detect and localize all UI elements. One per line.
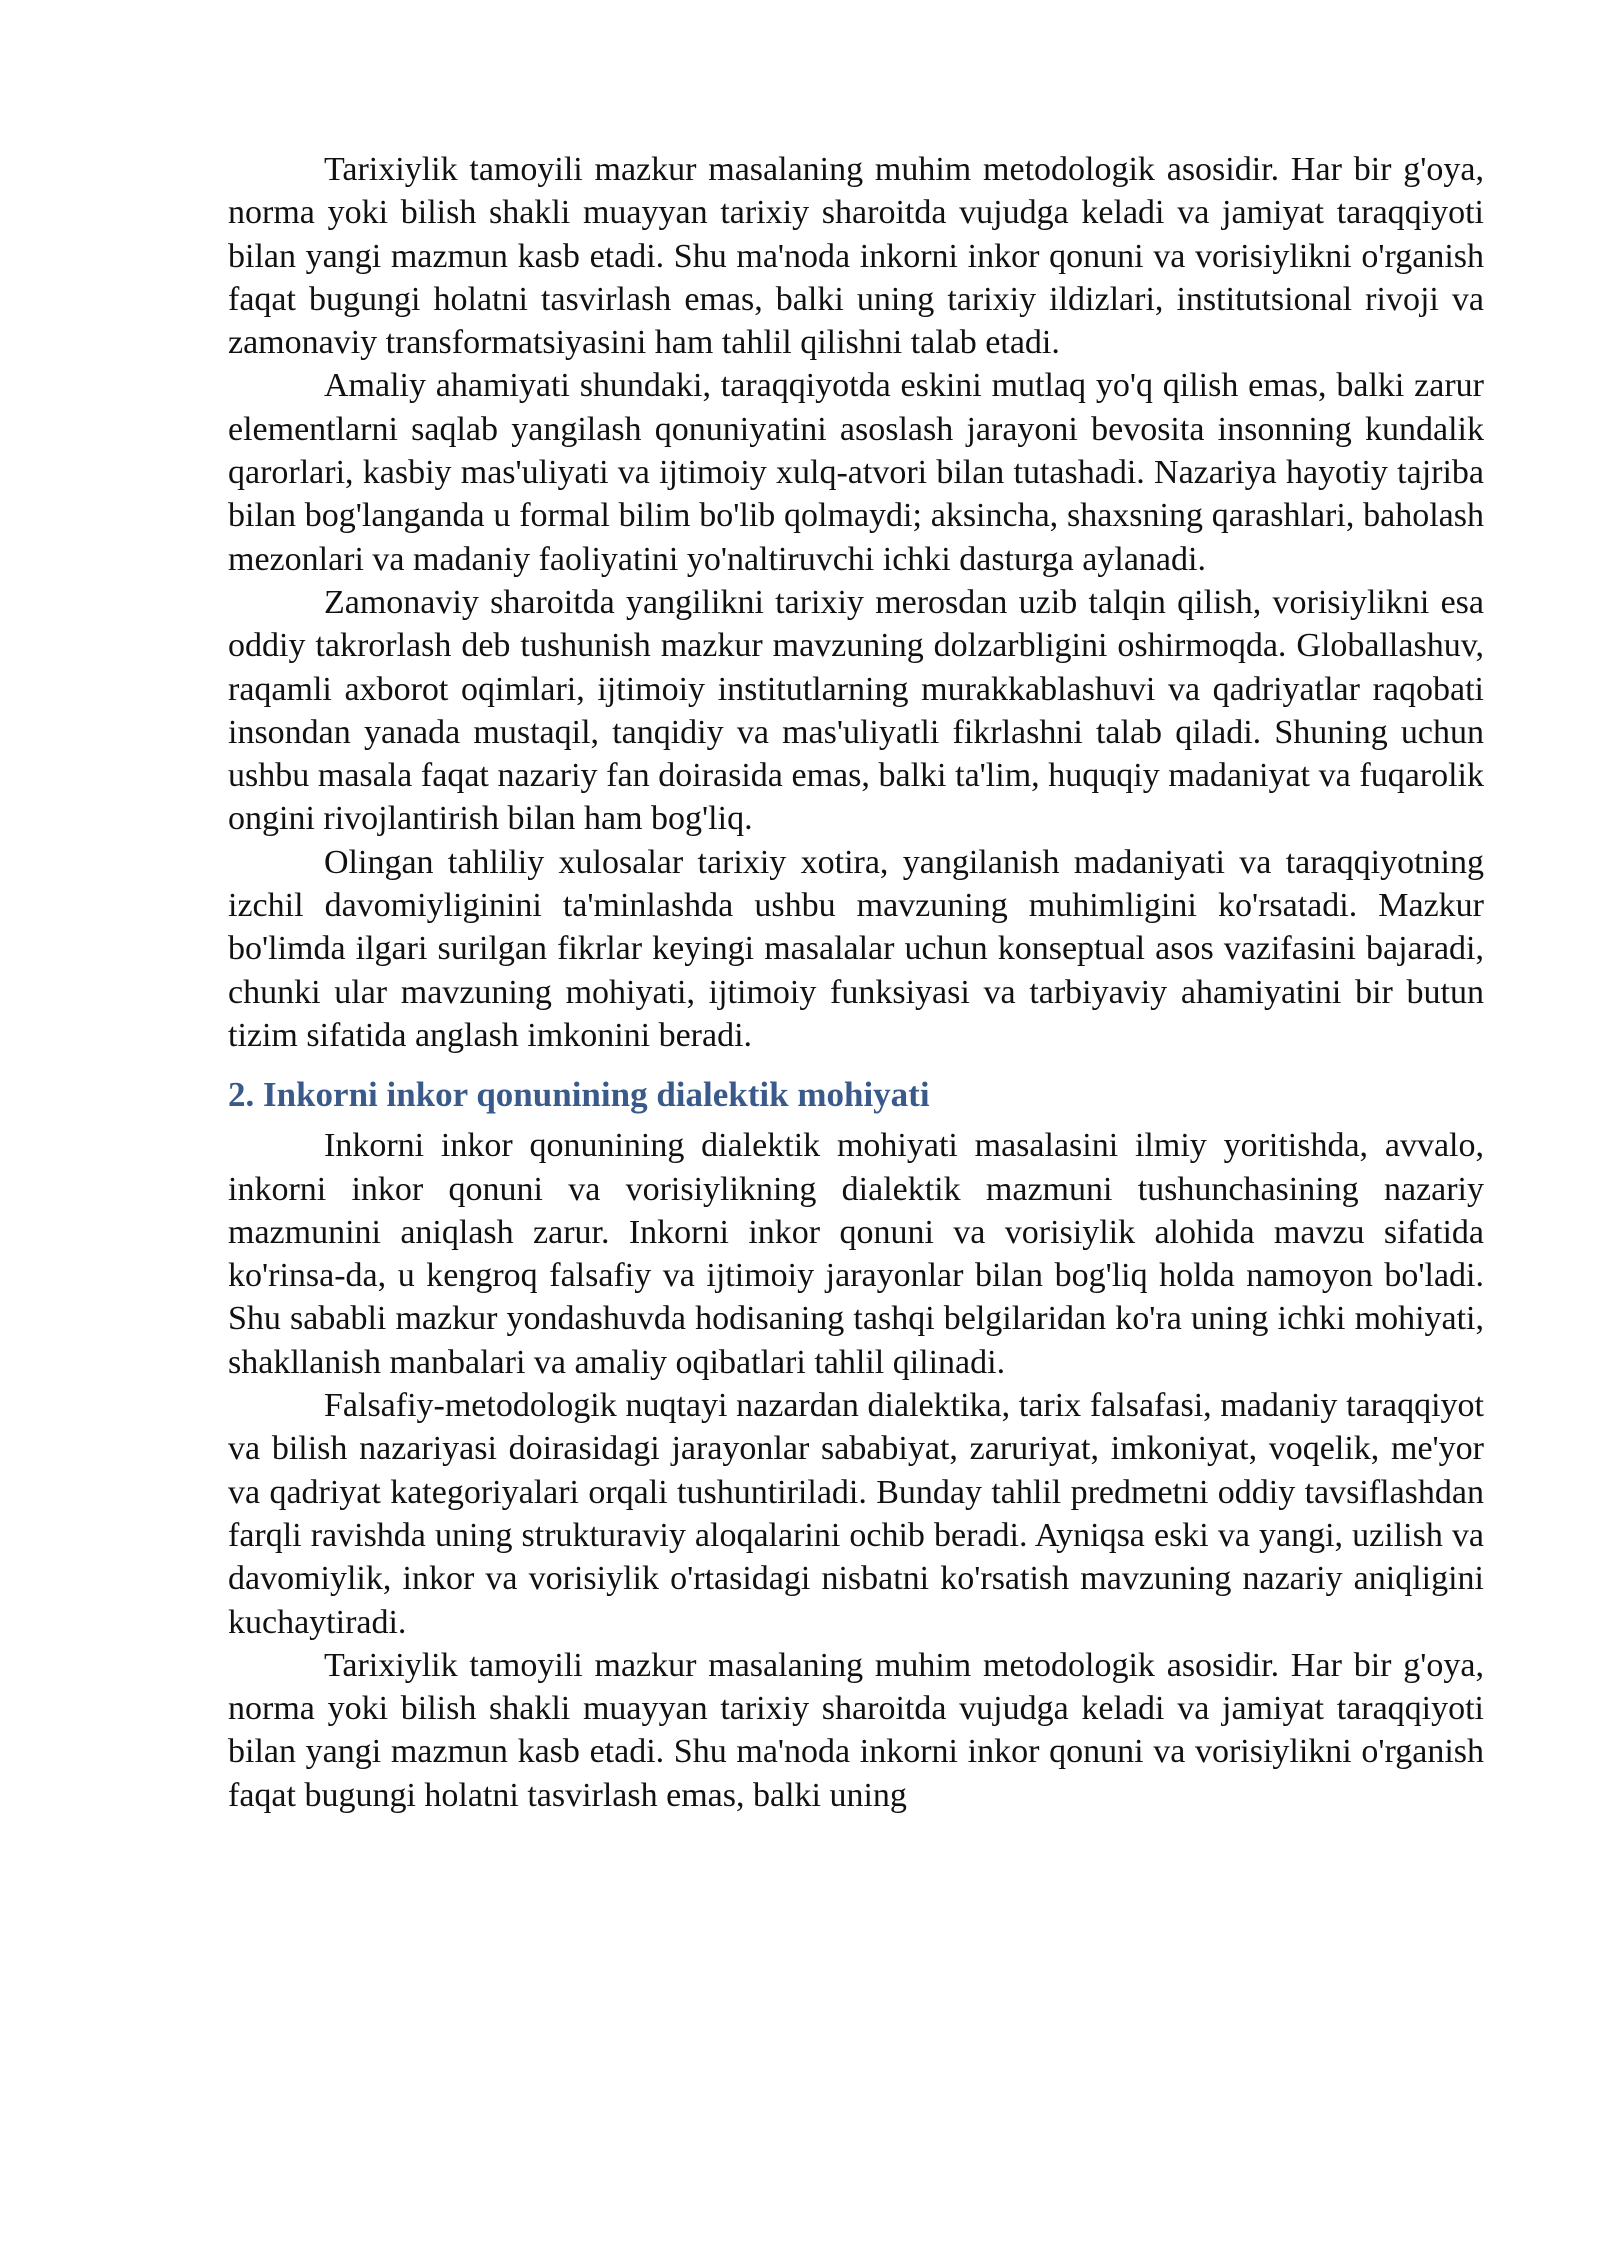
body-paragraph: Tarixiylik tamoyili mazkur masalaning muhim metodologik asosidir. Har bir g'oya, norma yoki bilish shakli muayyan tarixiy sharoitda vujudga keladi va jamiyat taraqqiyoti bilan yangi mazmun kasb etadi. Shu ma'noda inkorni inkor qonuni va vorisiylikni o'rganish faqat bugungi holatni tasvirlash emas, balki uning <box>228 1646 1484 1814</box>
body-paragraph: Falsafiy-metodologik nuqtayi nazardan dialektika, tarix falsafasi, madaniy taraqqiyot va bilish nazariyasi doirasidagi jarayonlar sababiyat, zaruriyat, imkoniyat, voqelik, me'yor va qadriyat kategoriyalari orqali tushuntiriladi. Bunday tahlil predmetni oddiy tavsiflashdan farqli ravishda uning strukturaviy aloqalarini ochib beradi. Ayniqsa eski va yangi, uzilish va davomiylik, inkor va vorisiylik o'rtasidagi nisbatni ko'rsatish mavzuning nazariy aniqligini kuchaytiradi. <box>228 1387 1484 1641</box>
body-paragraph: Tarixiylik tamoyili mazkur masalaning muhim metodologik asosidir. Har bir g'oya, norma yoki bilish shakli muayyan tarixiy sharoitda vujudga keladi va jamiyat taraqqiyoti bilan yangi mazmun kasb etadi. Shu ma'noda inkorni inkor qonuni va vorisiylikni o'rganish faqat bugungi holatni tasvirlash emas, balki uning tarixiy ildizlari, institutsional rivoji va zamonaviy transformatsiyasini ham tahlil qilishni talab etadi. <box>228 151 1484 362</box>
body-paragraph: Inkorni inkor qonunining dialektik mohiyati masalasini ilmiy yoritishda, avvalo, inkorni inkor qonuni va vorisiylikning dialektik mazmuni tushunchasining nazariy mazmunini aniqlash zarur. Inkorni inkor qonuni va vorisiylik alohida mavzu sifatida ko'rinsa-da, u kengroq falsafiy va ijtimoiy jarayonlar bilan bog'liq holda namoyon bo'ladi. Shu sababli mazkur yondashuvda hodisaning tashqi belgilaridan ko'ra uning ichki mohiyati, shakllanish manbalari va amaliy oqibatlari tahlil qilinadi. <box>228 1127 1484 1381</box>
body-paragraph: Olingan tahliliy xulosalar tarixiy xotira, yangilanish madaniyati va taraqqiyotning izchil davomiyliginini ta'minlashda ushbu mavzuning muhimligini ko'rsatadi. Mazkur bo'limda ilgari surilgan fikrlar keyingi masalalar uchun konseptual asos vazifasini bajaradi, chunki ular mavzuning mohiyati, ijtimoiy funksiyasi va tarbiyaviy ahamiyatini bir butun tizim sifatida anglash imkonini beradi. <box>228 843 1484 1054</box>
section-heading: 2. Inkorni inkor qonunining dialektik mohiyati <box>228 1075 930 1115</box>
document-page <box>228 148 1484 1817</box>
body-paragraph: Amaliy ahamiyati shundaki, taraqqiyotda eskini mutlaq yo'q qilish emas, balki zarur elementlarni saqlab yangilash qonuniyatini asoslash jarayoni bevosita insonning kundalik qarorlari, kasbiy mas'uliyati va ijtimoiy xulq-atvori bilan tutashadi. Nazariya hayotiy tajriba bilan bog'langanda u formal bilim bo'lib qolmaydi; aksincha, shaxsning qarashlari, baholash mezonlari va madaniy faoliyatini yo'naltiruvchi ichki dasturga aylanadi. <box>228 367 1484 578</box>
body-paragraph: Zamonaviy sharoitda yangilikni tarixiy merosdan uzib talqin qilish, vorisiylikni esa oddiy takrorlash deb tushunish mazkur mavzuning dolzarbligini oshirmoqda. Globallashuv, raqamli axborot oqimlari, ijtimoiy institutlarning murakkablashuvi va qadriyatlar raqobati insondan yanada mustaqil, tanqidiy va mas'uliyatli fikrlashni talab qiladi. Shuning uchun ushbu masala faqat nazariy fan doirasida emas, balki ta'lim, huquqiy madaniyat va fuqarolik ongini rivojlantirish bilan ham bog'liq. <box>228 583 1484 838</box>
